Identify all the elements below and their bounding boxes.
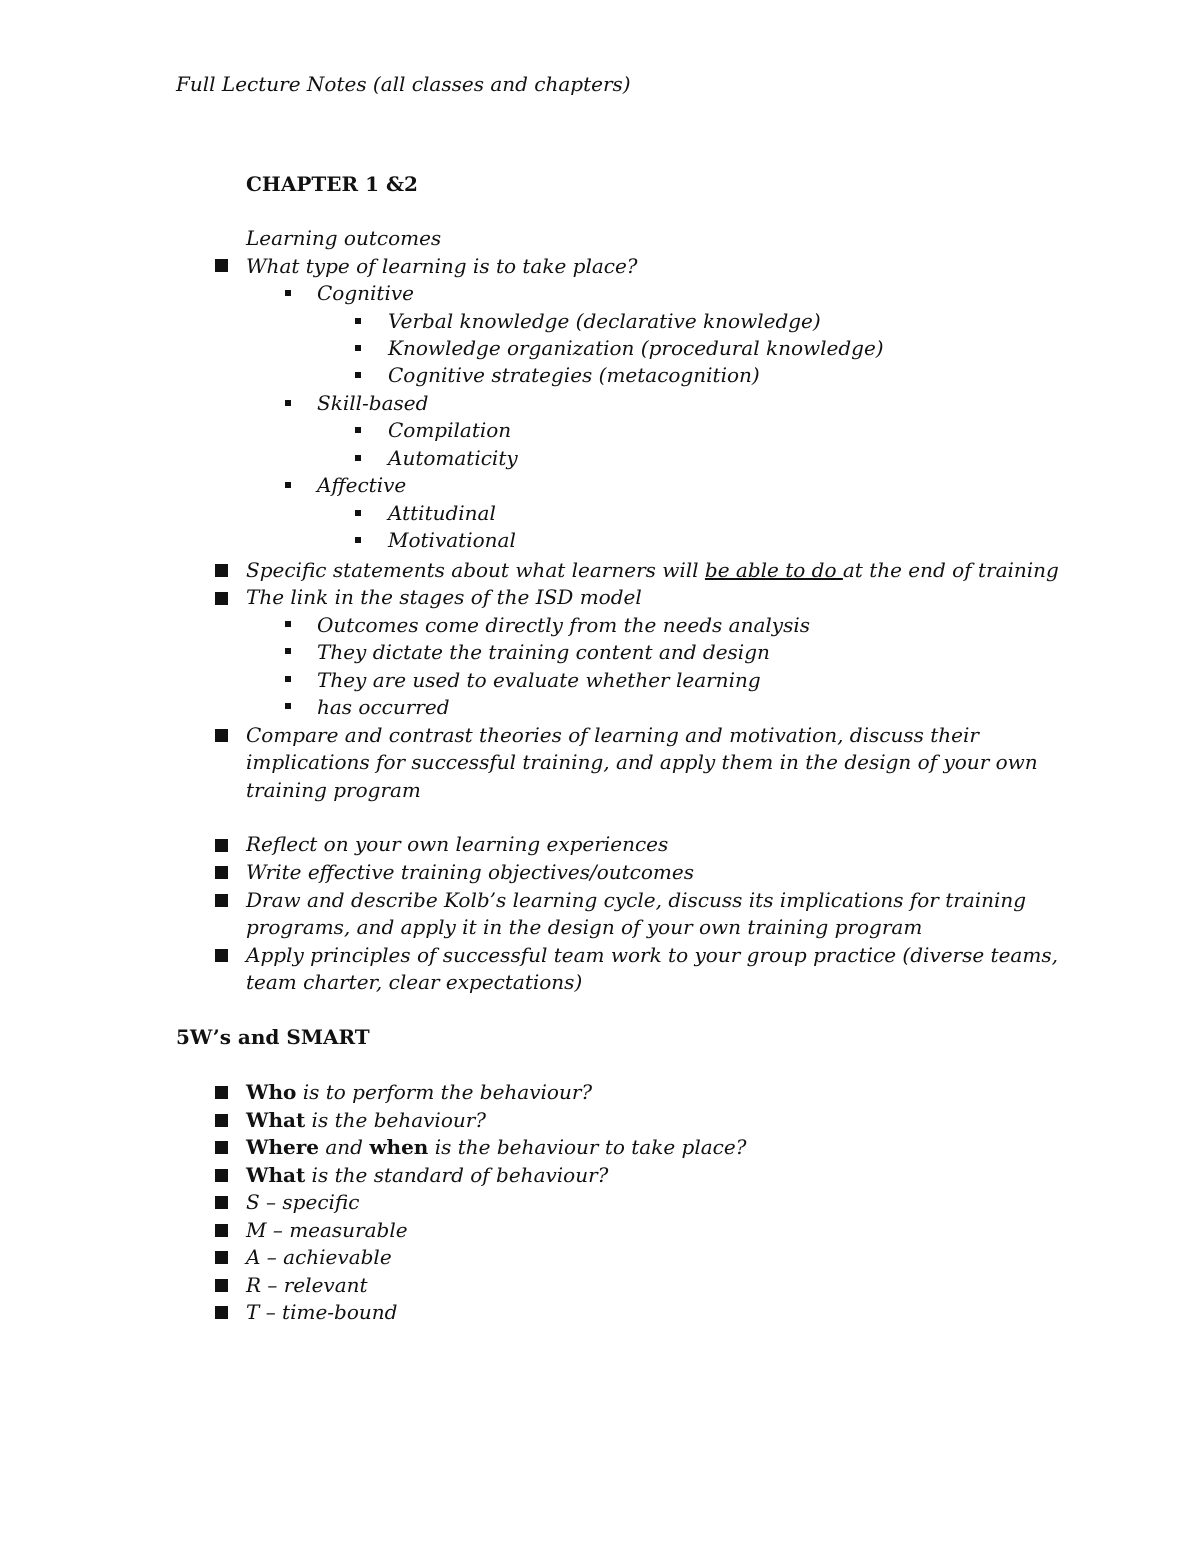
square-bullet-icon xyxy=(215,1196,228,1209)
page-header: Full Lecture Notes (all classes and chapters) xyxy=(176,72,631,96)
section-subheading: Learning outcomes xyxy=(246,226,442,250)
list-item: Reflect on your own learning experiences xyxy=(246,832,669,856)
list-item: Cognitive strategies (metacognition) xyxy=(388,363,760,387)
list-item: Compilation xyxy=(388,418,512,442)
bold-keyword: What xyxy=(246,1163,306,1187)
square-bullet-icon xyxy=(215,894,228,907)
bold-keyword: Who xyxy=(246,1080,297,1104)
square-bullet-icon xyxy=(215,1279,228,1292)
small-square-bullet-icon xyxy=(355,427,361,433)
bold-keyword: when xyxy=(369,1135,429,1159)
list-item xyxy=(246,557,1059,584)
square-bullet-icon xyxy=(215,729,228,742)
square-bullet-icon xyxy=(215,839,228,852)
list-item-continuation: implications for successful training, and apply them in the design of your own xyxy=(246,750,1038,774)
list-item: Motivational xyxy=(388,528,516,552)
bold-keyword: Where xyxy=(246,1135,319,1159)
list-item: S – specific xyxy=(246,1190,360,1214)
small-square-bullet-icon xyxy=(285,400,291,406)
square-bullet-icon xyxy=(215,1141,228,1154)
bold-keyword: What xyxy=(246,1108,306,1132)
list-item: Attitudinal xyxy=(388,501,496,525)
list-item: Affective xyxy=(317,473,407,497)
small-square-bullet-icon xyxy=(285,703,291,709)
square-bullet-icon xyxy=(215,564,228,577)
small-square-bullet-icon xyxy=(355,345,361,351)
list-item: They dictate the training content and design xyxy=(317,640,770,664)
small-square-bullet-icon xyxy=(285,648,291,654)
small-square-bullet-icon xyxy=(285,482,291,488)
list-item: Apply principles of successful team work to your group practice (diverse teams, xyxy=(246,943,1058,967)
small-square-bullet-icon xyxy=(355,455,361,461)
list-item: What type of learning is to take place? xyxy=(246,254,638,278)
small-square-bullet-icon xyxy=(355,318,361,324)
text-run: is the behaviour? xyxy=(305,1108,487,1132)
list-item xyxy=(246,1107,486,1134)
small-square-bullet-icon xyxy=(285,290,291,296)
text-run: and xyxy=(319,1135,370,1159)
list-item: Compare and contrast theories of learning and motivation, discuss their xyxy=(246,723,979,747)
small-square-bullet-icon xyxy=(285,621,291,627)
square-bullet-icon xyxy=(215,1251,228,1264)
square-bullet-icon xyxy=(215,592,228,605)
list-item-continuation: training program xyxy=(246,778,421,802)
square-bullet-icon xyxy=(215,1114,228,1127)
list-item-continuation: programs, and apply it in the design of your own training program xyxy=(246,915,923,939)
square-bullet-icon xyxy=(215,866,228,879)
list-item: The link in the stages of the ISD model xyxy=(246,585,642,609)
text-run: is to perform the behaviour? xyxy=(296,1080,593,1104)
list-item-continuation: team charter, clear expectations) xyxy=(246,970,583,994)
text-run: at the end of training xyxy=(842,558,1059,582)
list-item: T – time-bound xyxy=(246,1300,398,1324)
list-item: Automaticity xyxy=(388,446,518,470)
list-item: R – relevant xyxy=(246,1273,368,1297)
smart-heading: 5W’s and SMART xyxy=(176,1025,370,1049)
list-item: Verbal knowledge (declarative knowledge) xyxy=(388,309,821,333)
list-item xyxy=(246,1162,608,1189)
list-item: Outcomes come directly from the needs analysis xyxy=(317,613,811,637)
list-item: has occurred xyxy=(317,695,450,719)
square-bullet-icon xyxy=(215,949,228,962)
square-bullet-icon xyxy=(215,259,228,272)
small-square-bullet-icon xyxy=(355,372,361,378)
small-square-bullet-icon xyxy=(355,537,361,543)
list-item xyxy=(246,1079,592,1106)
chapter-heading: CHAPTER 1 &2 xyxy=(246,172,418,196)
square-bullet-icon xyxy=(215,1169,228,1182)
square-bullet-icon xyxy=(215,1224,228,1237)
list-item: Skill-based xyxy=(317,391,429,415)
list-item: A – achievable xyxy=(246,1245,392,1269)
underlined-text: be able to do xyxy=(704,558,843,582)
list-item: They are used to evaluate whether learning xyxy=(317,668,761,692)
square-bullet-icon xyxy=(215,1306,228,1319)
list-item: Write effective training objectives/outcomes xyxy=(246,860,694,884)
list-item: Cognitive xyxy=(317,281,414,305)
list-item: M – measurable xyxy=(246,1218,408,1242)
list-item: Knowledge organization (procedural knowledge) xyxy=(388,336,884,360)
text-run: is the behaviour to take place? xyxy=(428,1135,747,1159)
list-item: Draw and describe Kolb’s learning cycle, discuss its implications for training xyxy=(246,888,1027,912)
square-bullet-icon xyxy=(215,1086,228,1099)
small-square-bullet-icon xyxy=(355,510,361,516)
small-square-bullet-icon xyxy=(285,676,291,682)
text-run: is the standard of behaviour? xyxy=(305,1163,609,1187)
list-item xyxy=(246,1134,746,1161)
text-run: Specific statements about what learners will xyxy=(246,558,705,582)
